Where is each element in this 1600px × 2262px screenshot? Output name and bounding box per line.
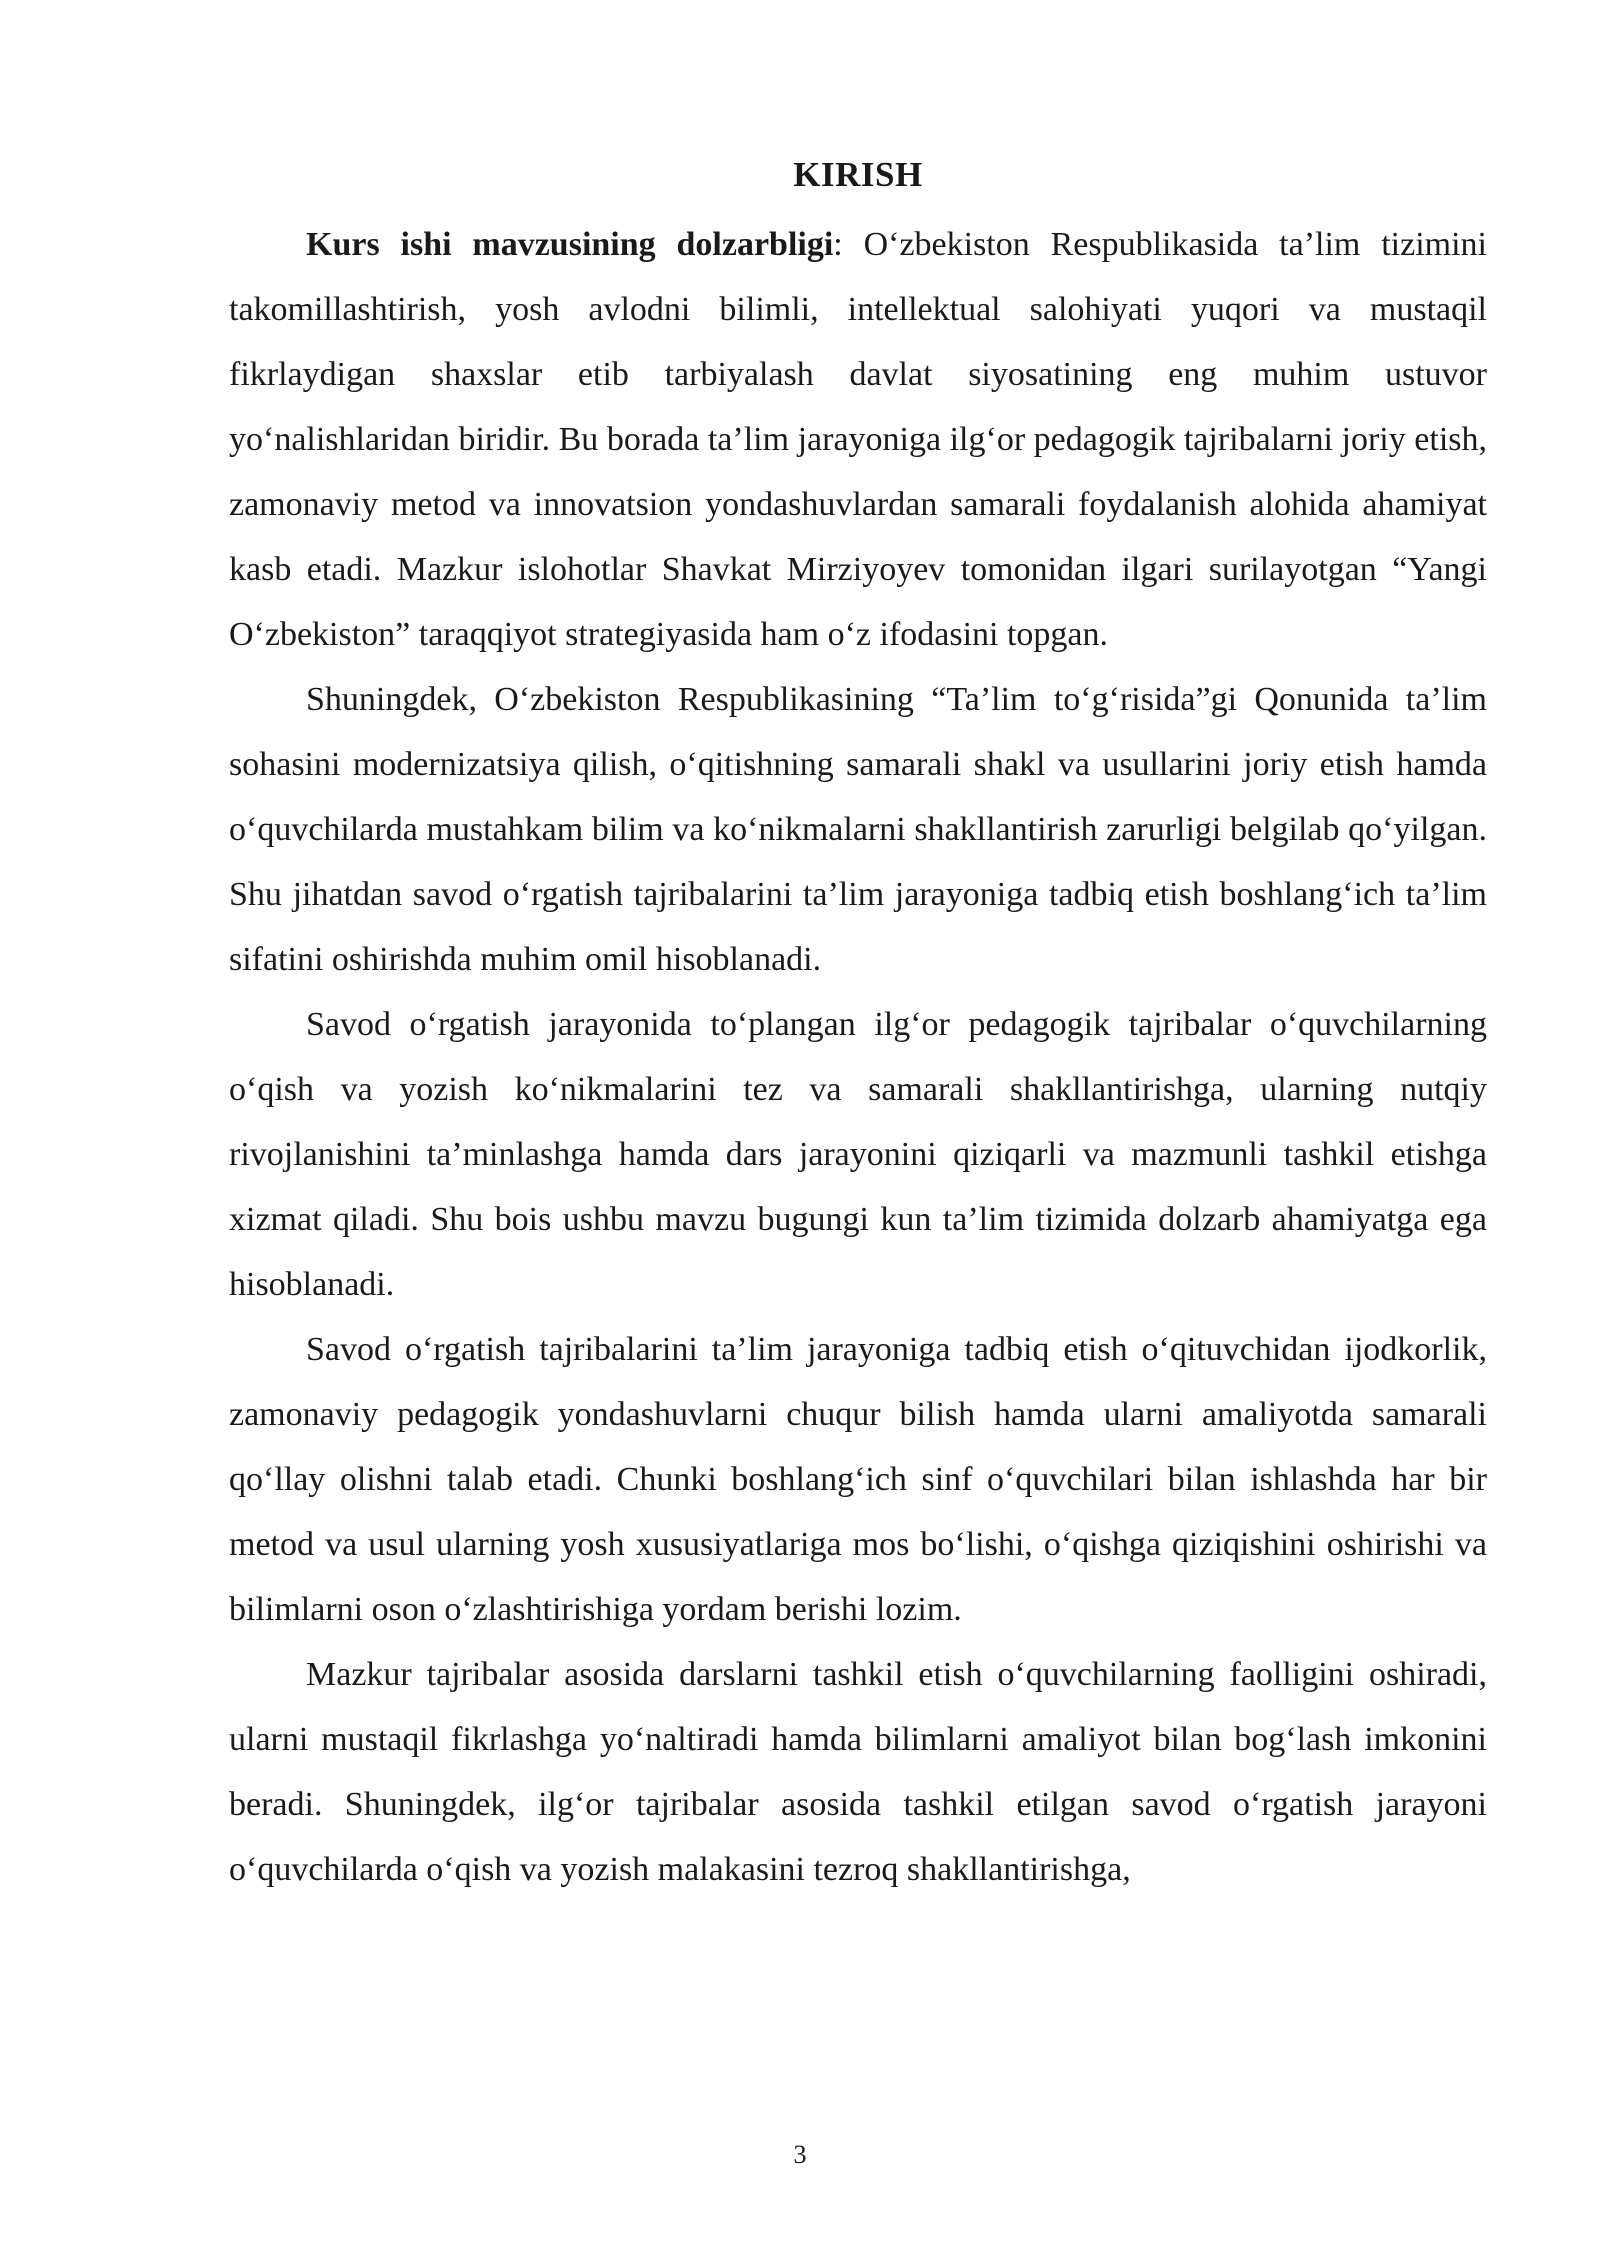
- paragraph-lead-bold: Kurs ishi mavzusining dolzarbligi: [306, 226, 834, 263]
- paragraph-law: Shuningdek, O‘zbekiston Respublikasining “Ta’lim to‘g‘risida”gi Qonunida ta’lim sohasini modernizatsiya qilish, o‘qitishning samarali shakl va usullarini joriy etish hamda o‘quvchilarda mustahkam bilim va ko‘nikmalarni shakllantirish zarurligi belgilab qo‘yilgan. Shu jihatdan savod o‘rgatish tajribalarini ta’lim jarayoniga tadbiq etish boshlang‘ich ta’lim sifatini oshirishda muhim omil hisoblanadi.: [229, 681, 1487, 978]
- page-number: 3: [793, 2140, 807, 2169]
- document-page: [229, 148, 1487, 1902]
- section-heading: KIRISH: [793, 155, 923, 194]
- paragraph-lesson-organization: Mazkur tajribalar asosida darslarni tashkil etish o‘quvchilarning faolligini oshiradi, ularni mustaqil fikrlashga yo‘naltiradi hamda bilimlarni amaliyot bilan bog‘lash imkonini beradi. Shuningdek, ilg‘or tajribalar asosida tashkil etilgan savod o‘rgatish jarayoni o‘quvchilarda o‘qish va yozish malakasini tezroq shakllantirishga,: [229, 1656, 1487, 1888]
- paragraph-text: : O‘zbekiston Respublikasida ta’lim tizimini takomillashtirish, yosh avlodni bilimli, intellektual salohiyati yuqori va mustaqil fikrlaydigan shaxslar etib tarbiyalash davlat siyosatining eng muhim ustuvor yo‘nalishlaridan biridir. Bu borada ta’lim jarayoniga ilg‘or pedagogik tajribalarni joriy etish, zamonaviy metod va innovatsion yondashuvlardan samarali foydalanish alohida ahamiyat kasb etadi. Mazkur islohotlar Shavkat Mirziyoyev tomonidan ilgari surilayotgan “Yangi O‘zbekiston” taraqqiyot strategiyasida ham o‘z ifodasini topgan.: [229, 226, 1487, 653]
- paragraph-experience: Savod o‘rgatish jarayonida to‘plangan ilg‘or pedagogik tajribalar o‘quvchilarning o‘qish va yozish ko‘nikmalarini tez va samarali shakllantirishga, ularning nutqiy rivojlanishini ta’minlashga hamda dars jarayonini qiziqarli va mazmunli tashkil etishga xizmat qiladi. Shu bois ushbu mavzu bugungi kun ta’lim tizimida dolzarb ahamiyatga ega hisoblanadi.: [229, 1006, 1487, 1303]
- paragraph-relevance: [229, 212, 1487, 667]
- paragraph-teacher-requirements: Savod o‘rgatish tajribalarini ta’lim jarayoniga tadbiq etish o‘qituvchidan ijodkorlik, zamonaviy pedagogik yondashuvlarni chuqur bilish hamda ularni amaliyotda samarali qo‘llay olishni talab etadi. Chunki boshlang‘ich sinf o‘quvchilari bilan ishlashda har bir metod va usul ularning yosh xususiyatlariga mos bo‘lishi, o‘qishga qiziqishini oshirishi va bilimlarni oson o‘zlashtirishiga yordam berishi lozim.: [229, 1331, 1487, 1628]
